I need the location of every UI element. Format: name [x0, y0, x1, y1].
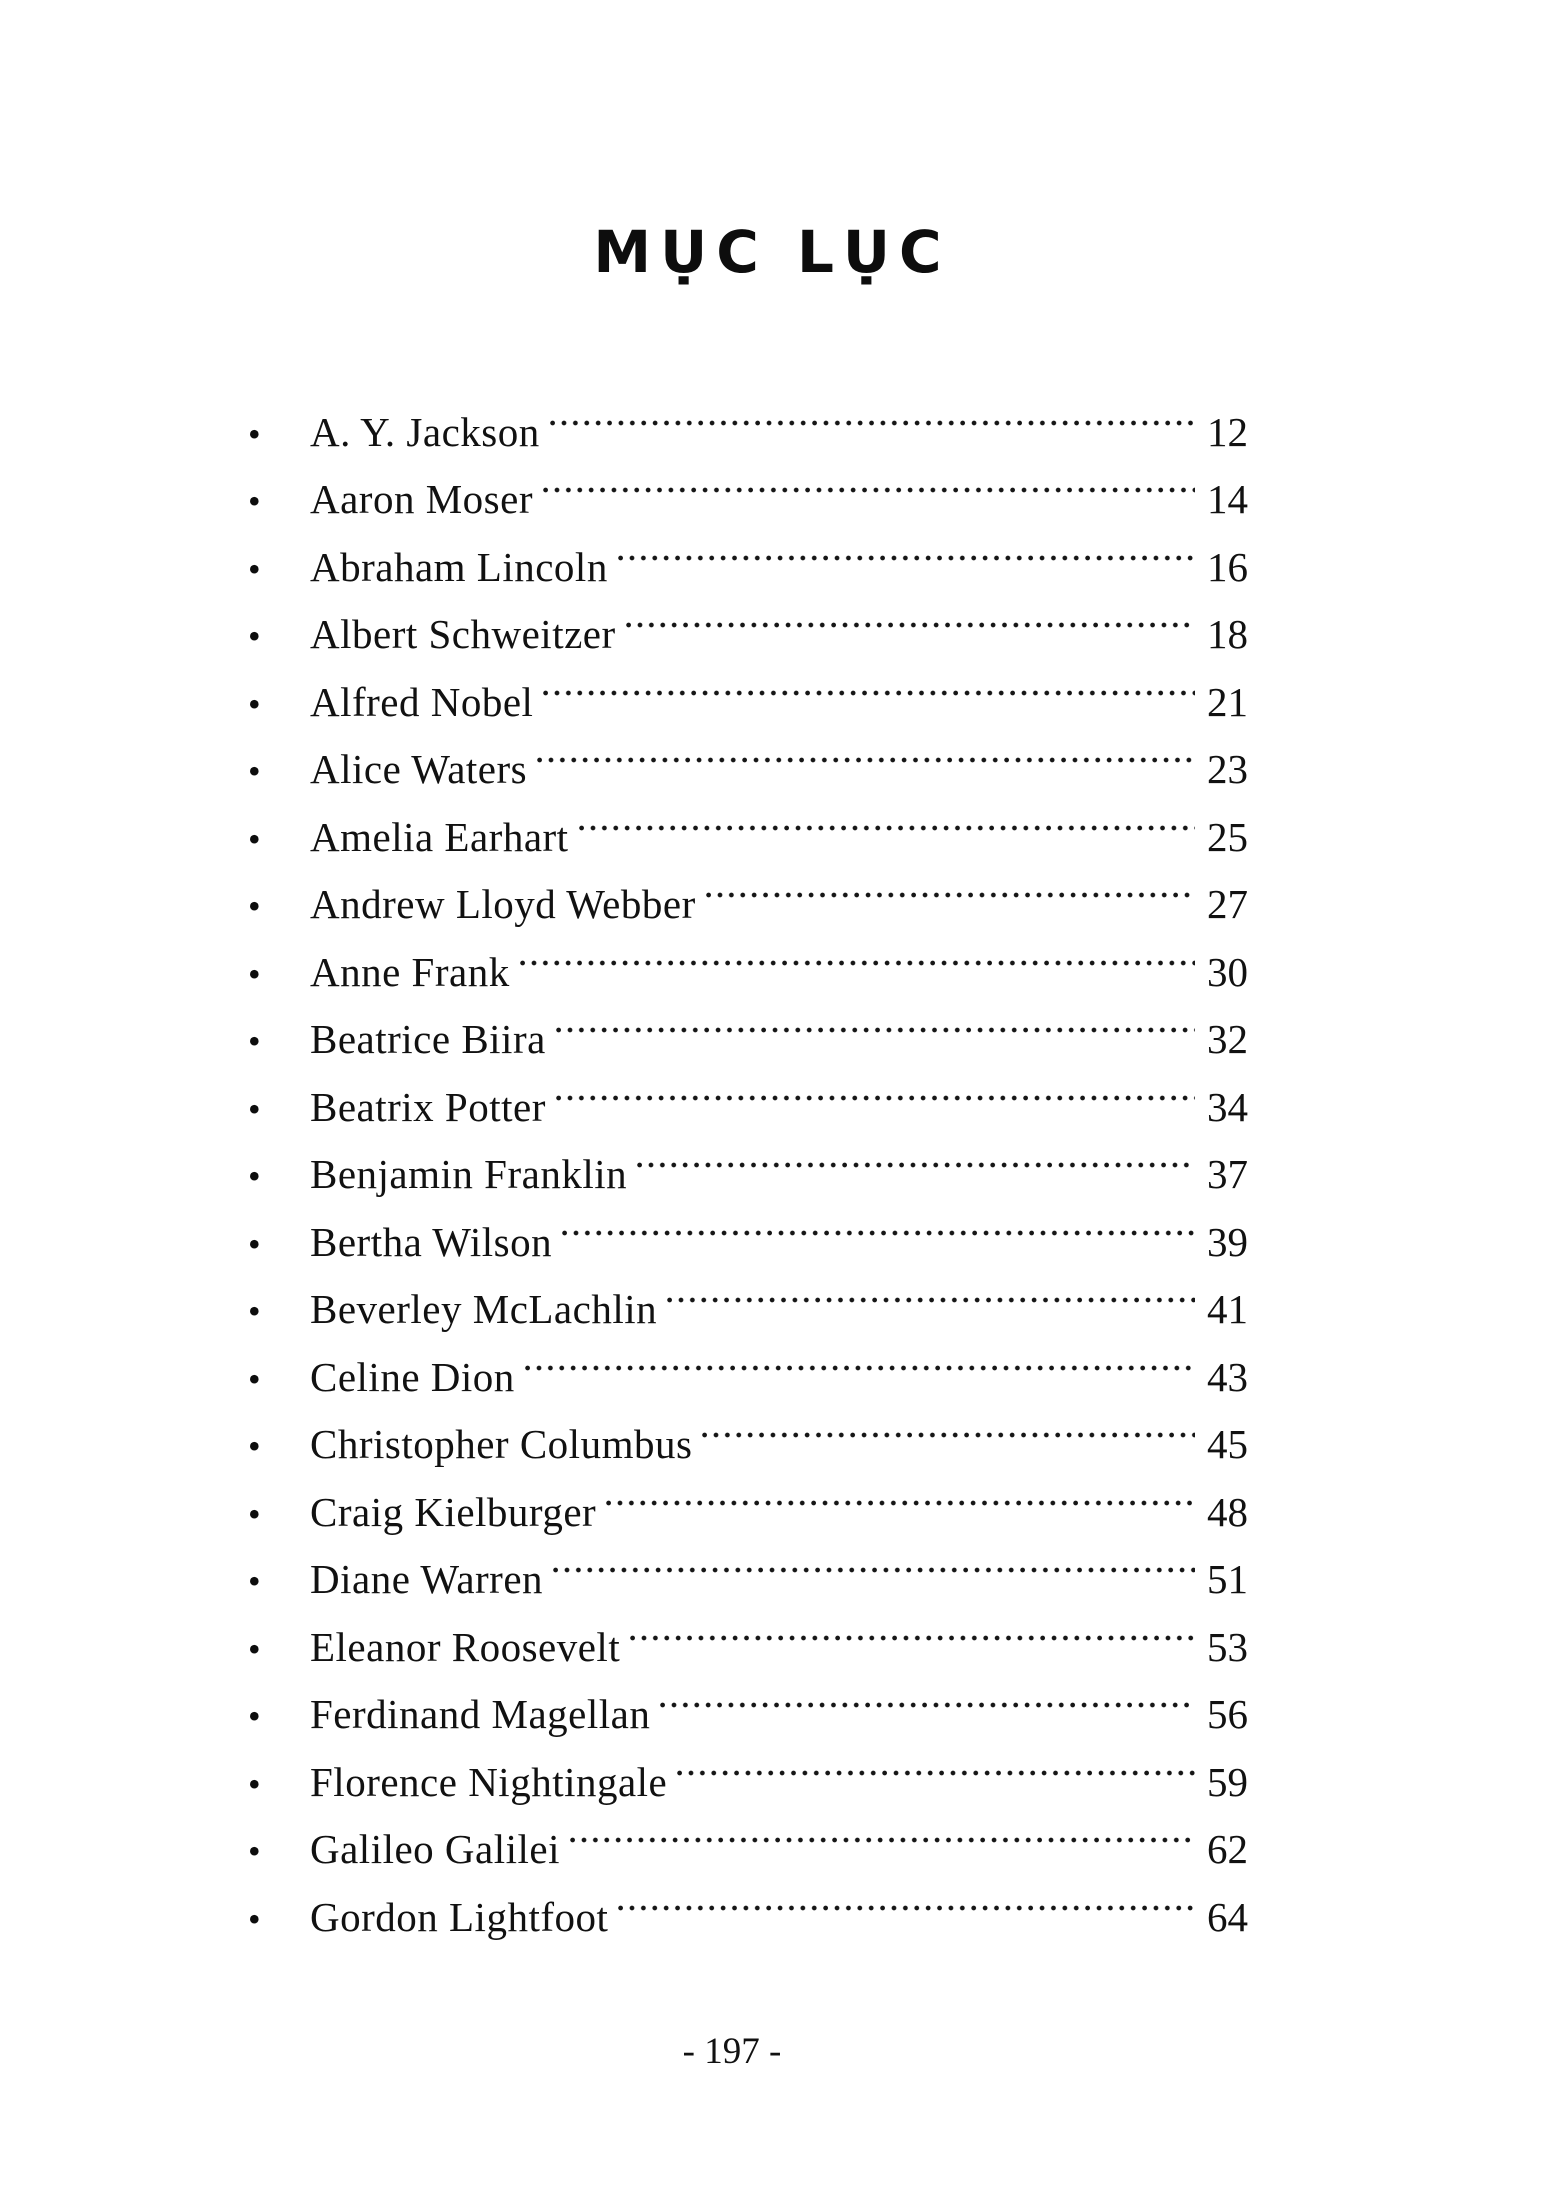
bullet-icon: • — [248, 481, 261, 521]
entry-page: 14 — [1207, 476, 1248, 522]
bullet-icon: • — [248, 1156, 261, 1196]
bullet-icon: • — [248, 1628, 261, 1669]
dot-leader-icon — [569, 783, 1207, 851]
dot-leader-icon — [560, 1796, 1207, 1864]
dot-leader-icon — [552, 1188, 1207, 1256]
entry-name: Eleanor Roosevelt — [310, 1623, 621, 1670]
entry-page: 64 — [1207, 1893, 1248, 1940]
dot-leader-icon — [616, 581, 1207, 649]
bullet-icon: • — [248, 751, 261, 791]
entry-name: Bertha Wilson — [310, 1218, 553, 1265]
dot-leader-icon — [543, 1526, 1207, 1594]
entry-name: Christopher Columbus — [310, 1421, 693, 1467]
entry-name: Galileo Galilei — [310, 1826, 560, 1872]
bullet-icon: • — [248, 1223, 261, 1264]
dot-leader-icon — [608, 513, 1207, 581]
entry-name: Florence Nightingale — [310, 1758, 668, 1805]
entry-page: 51 — [1207, 1556, 1248, 1602]
dot-leader-icon — [533, 648, 1207, 716]
entry-name: Aaron Moser — [310, 476, 533, 522]
entry-name: Beatrice Biira — [310, 1016, 546, 1062]
entry-page: 53 — [1207, 1623, 1248, 1670]
toc-entry — [248, 378, 1248, 455]
entry-name: Beatrix Potter — [310, 1083, 546, 1130]
entry-page: 25 — [1207, 813, 1248, 860]
page-title: MỤC LỤC — [593, 218, 951, 286]
entry-page: 48 — [1207, 1488, 1248, 1535]
entry-name: Diane Warren — [310, 1556, 544, 1602]
dot-leader-icon — [608, 1863, 1207, 1931]
entry-name: Amelia Earhart — [310, 813, 569, 860]
entry-page: 45 — [1207, 1421, 1248, 1467]
entry-name: Albert Schweitzer — [310, 611, 616, 657]
dot-leader-icon — [620, 1593, 1207, 1661]
bullet-icon: • — [248, 1291, 261, 1331]
page-number: - 197 - — [682, 2031, 782, 2072]
entry-page: 30 — [1207, 948, 1248, 995]
bullet-icon: • — [248, 886, 261, 926]
dot-leader-icon — [533, 446, 1207, 514]
bullet-icon: • — [248, 1696, 261, 1736]
entry-name: Abraham Lincoln — [310, 543, 608, 590]
entry-page: 62 — [1207, 1826, 1248, 1872]
entry-name: Gordon Lightfoot — [310, 1893, 609, 1940]
entry-page: 27 — [1207, 881, 1248, 927]
entry-name: Ferdinand Magellan — [310, 1691, 651, 1737]
entry-page: 34 — [1207, 1083, 1248, 1130]
dot-leader-icon — [650, 1661, 1207, 1729]
entry-page: 21 — [1207, 678, 1248, 725]
bullet-icon: • — [248, 616, 261, 656]
bullet-icon: • — [248, 1831, 261, 1871]
toc-list — [248, 378, 1248, 1940]
dot-leader-icon — [627, 1121, 1207, 1189]
entry-name: Benjamin Franklin — [310, 1151, 628, 1197]
entry-name: Celine Dion — [310, 1353, 515, 1400]
bullet-icon: • — [248, 683, 261, 724]
entry-page: 16 — [1207, 543, 1248, 590]
bullet-icon: • — [248, 1426, 261, 1466]
entry-name: A. Y. Jackson — [310, 408, 540, 455]
entry-name: Alice Waters — [310, 746, 528, 792]
entry-page: 12 — [1207, 408, 1248, 455]
dot-leader-icon — [546, 986, 1207, 1054]
bullet-icon: • — [248, 1358, 261, 1399]
dot-leader-icon — [510, 918, 1207, 986]
dot-leader-icon — [596, 1458, 1207, 1526]
entry-page: 39 — [1207, 1218, 1248, 1265]
entry-name: Alfred Nobel — [310, 678, 534, 725]
entry-page: 32 — [1207, 1016, 1248, 1062]
bullet-icon: • — [248, 818, 261, 859]
bullet-icon: • — [248, 1561, 261, 1601]
entry-page: 59 — [1207, 1758, 1248, 1805]
bullet-icon: • — [248, 953, 261, 994]
bullet-icon: • — [248, 1898, 261, 1939]
entry-name: Craig Kielburger — [310, 1488, 597, 1535]
bullet-icon: • — [248, 1088, 261, 1129]
bullet-icon: • — [248, 1021, 261, 1061]
dot-leader-icon — [527, 716, 1207, 784]
entry-name: Beverley McLachlin — [310, 1286, 658, 1332]
entry-page: 43 — [1207, 1353, 1248, 1400]
dot-leader-icon — [696, 851, 1207, 919]
entry-page: 23 — [1207, 746, 1248, 792]
dot-leader-icon — [692, 1391, 1207, 1459]
dot-leader-icon — [540, 378, 1207, 446]
dot-leader-icon — [515, 1323, 1207, 1391]
bullet-icon: • — [248, 548, 261, 589]
bullet-icon: • — [248, 1493, 261, 1534]
entry-page: 56 — [1207, 1691, 1248, 1737]
dot-leader-icon — [667, 1728, 1207, 1796]
entry-page: 18 — [1207, 611, 1248, 657]
entry-name: Andrew Lloyd Webber — [310, 881, 696, 927]
bullet-icon: • — [248, 413, 261, 454]
dot-leader-icon — [657, 1256, 1207, 1324]
bullet-icon: • — [248, 1763, 261, 1804]
dot-leader-icon — [546, 1053, 1207, 1121]
entry-page: 37 — [1207, 1151, 1248, 1197]
entry-name: Anne Frank — [310, 948, 510, 995]
entry-page: 41 — [1207, 1286, 1248, 1332]
